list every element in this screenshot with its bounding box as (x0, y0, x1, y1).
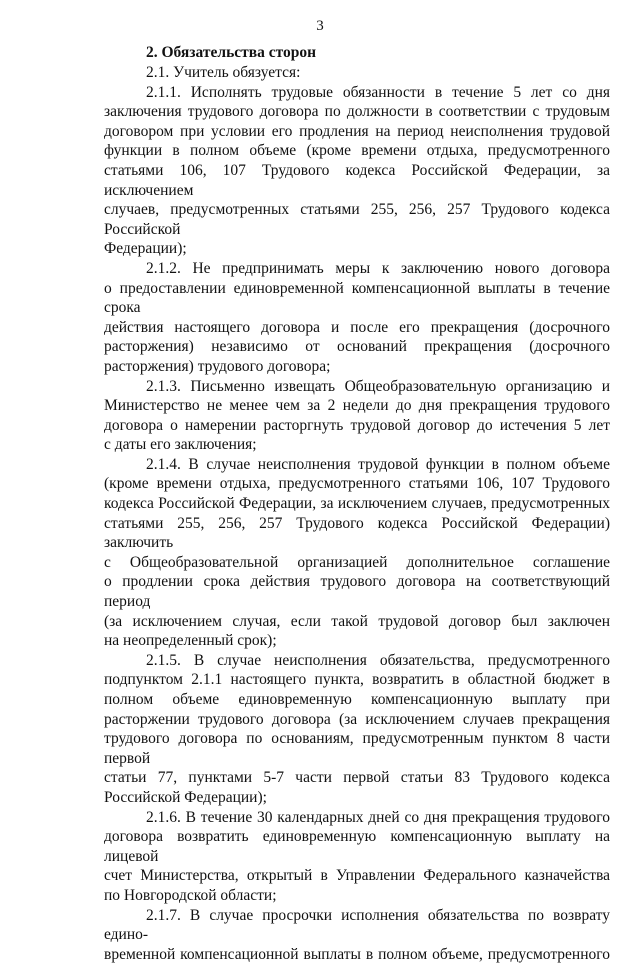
clause-line: случаев, предусмотренных статьями 255, 256, 257 Трудового кодекса Российской (104, 201, 610, 238)
clause-line: статьями 106, 107 Трудового кодекса Российской Федерации, за исключением (104, 161, 610, 199)
clause-line: Российской Федерации); (104, 788, 267, 806)
clause-line: полном объеме единовременную компенсационную выплату при (104, 691, 610, 708)
clause-line: 2.1.5. В случае неисполнения обязательства, предусмотренного (146, 651, 610, 669)
clause-2-1-1 (104, 83, 610, 259)
clause-line: 2.1.2. Не предпринимать меры к заключению нового договора (146, 259, 610, 277)
section-title: 2. Обязательства сторон (146, 44, 317, 61)
document-body (104, 43, 610, 964)
clause-line: 2.1.3. Письменно извещать Общеобразовательную организацию и (146, 377, 610, 395)
clause-line: действия настоящего договора и после его прекращения (досрочного (104, 318, 610, 336)
clause-line: 2.1.6. В течение 30 календарных дней со дня прекращения трудового (146, 808, 610, 826)
clause-line: заключения трудового договора по должности в соответствии с трудовым (104, 103, 610, 121)
clause-line: (кроме времени отдыха, предусмотренного статьями 106, 107 Трудового (104, 475, 610, 493)
clause-2-1-7 (104, 906, 610, 964)
paragraph-list (104, 83, 610, 964)
clause-line: на неопределенный срок); (104, 632, 277, 650)
clause-2-1-5 (104, 651, 610, 808)
clause-line: статьи 77, пунктами 5-7 части первой статьи 83 Трудового кодекса (104, 769, 610, 787)
clause-line: 2.1.7. В случае просрочки исполнения обязательства по возврату едино- (104, 906, 610, 944)
clause-2-1-4 (104, 455, 610, 651)
page-number: 3 (316, 18, 324, 34)
clause-line: статьями 255, 256, 257 Трудового кодекса Российской Федерации) заключить (104, 514, 610, 552)
clause-line: Федерации); (104, 240, 187, 258)
clause-line: счет Министерства, открытый в Управлении Федерального казначейства (104, 867, 610, 885)
clause-line: о продлении срока действия трудового договора на соответствующий период (104, 573, 610, 611)
section-subtitle: 2.1. Учитель обязуется: (146, 64, 301, 81)
clause-line: о предоставлении единовременной компенсационной выплаты в течение срока (104, 279, 610, 317)
clause-2-1-3 (104, 377, 610, 455)
clause-line: с Общеобразовательной организацией дополнительное соглашение (104, 553, 610, 571)
clause-line: расторжения) независимо от оснований прекращения (досрочного (104, 338, 610, 356)
clause-line: расторжения) трудового договора; (104, 357, 331, 375)
clause-line: договора о намерении расторгнуть трудовой договор до истечения 5 лет (104, 416, 610, 434)
clause-line: договора возвратить единовременную компенсационную выплату на лицевой (104, 828, 610, 865)
clause-line: функции в полном объеме (кроме времени отдыха, предусмотренного (104, 142, 610, 160)
clause-line: по Новгородской области; (104, 886, 277, 904)
clause-line: кодекса Российской Федерации, за исключением случаев, предусмотренных (104, 495, 610, 513)
clause-line: временной компенсационной выплаты в полном объеме, предусмотренного (104, 945, 610, 963)
clause-line: с даты его заключения; (104, 436, 257, 454)
clause-line: 2.1.1. Исполнять трудовые обязанности в течение 5 лет со дня (146, 83, 610, 101)
clause-line: Министерство не менее чем за 2 недели до дня прекращения трудового (104, 397, 610, 415)
clause-2-1-2 (104, 259, 610, 377)
clause-line: 2.1.4. В случае неисполнения трудовой функции в полном объеме (146, 455, 610, 473)
clause-2-1-6 (104, 808, 610, 906)
clause-line: расторжении трудового договора (за исключением случаев прекращения (104, 710, 610, 728)
clause-line: трудового договора по основаниям, предусмотренным пунктом 8 части первой (104, 730, 610, 767)
clause-line: (за исключением случая, если такой трудовой договор был заключен (104, 612, 610, 630)
clause-line: подпунктом 2.1.1 настоящего пункта, возвратить в областной бюджет в (104, 671, 610, 689)
clause-line: договором при условии его продления на период неисполнения трудовой (104, 122, 610, 140)
